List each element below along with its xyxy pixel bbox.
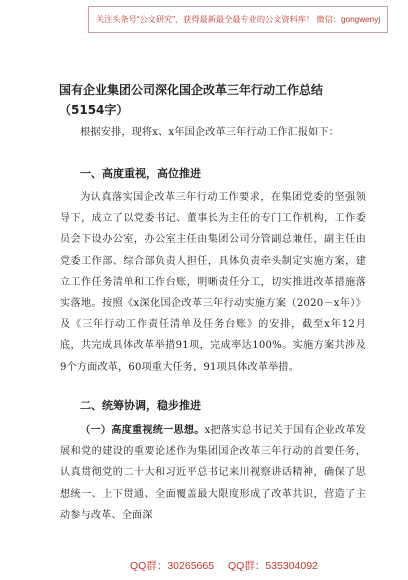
section1-body: 为认真落实国企改革三年行动工作要求，在集团党委的坚强领导下，成立了以党委书记、董事长为主任的专门工作机构，工作委员会下设办公室，办公室主任由集团公司分管副总兼任，副主任由党委工作部、综合部负责人担任，具体负责牵头制定实施方案，建立工作任务清单和工作台账，明晰责任分工，切实推进改革措施落实落地。按照《x深化国企改革三年行动实施方案（2020－x年）》及《三年行动工作责任清单及任务台账》的安排，截至x年12月底，共完成具体改革举措91项，完成率达100%。实施方案共涉及9个方面改革，60项重大任务，91项具体改革举措。 — [60, 192, 366, 373]
footer-qq-group-2: QQ群：535304092 — [228, 560, 318, 572]
promo-banner-text: 关注头条号“公文研究”，获得最新最全最专业的公文资料库！ 微信：gongwenyj — [95, 15, 381, 24]
section2-subsection-1-lead: （一）高度重视统一思想。 — [80, 425, 205, 436]
document-title: 国有企业集团公司深化国企改革三年行动工作总结（5154字） — [59, 83, 324, 117]
section2-subsection-1 — [60, 420, 366, 526]
footer — [0, 558, 408, 578]
section1-heading: 一、高度重视，高位推进 — [80, 167, 201, 180]
promo-banner — [88, 6, 388, 33]
footer-qq-group-1: QQ群：30265665 — [130, 560, 215, 572]
intro-paragraph: 根据安排，现将x、x年国企改革三年行动工作汇报如下： — [80, 127, 340, 138]
section2-heading: 二、统筹协调，稳步推进 — [80, 399, 201, 412]
section2-subsection-1-body: x把落实总书记关于国有企业改革发展和党的建设的重要论述作为集团国企改革三年行动的首要任务，认真贯彻党的二十大和习近平总书记来川视察讲话精神，确保了思想统一、上下贯通、全面覆盖最大限度形成了改革共识，营造了主动参与改革、全面深 — [60, 425, 366, 521]
